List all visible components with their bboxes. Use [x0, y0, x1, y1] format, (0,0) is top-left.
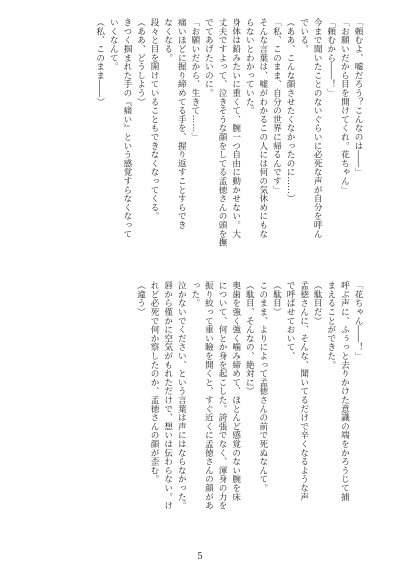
text-line: このまま、よりによって孟徳さんの前で死ぬなんて。 [257, 281, 268, 493]
text-line: 「花ちゃん――！」 [353, 281, 363, 361]
text-line: らないとわかっていた。 [244, 18, 255, 115]
text-line: 「お願いだから目を開けてくれ。花ちゃん」 [339, 18, 350, 194]
text-line: 身体は鉛みたいに重くて、腕一つ自由に動かせない。大 [230, 18, 241, 238]
lower-text-block [44, 281, 364, 535]
text-line: （違う） [135, 281, 146, 317]
text-line: 段々と目を開けていることもできなくなってくる。 [149, 18, 160, 221]
text-line: 唇から僅かに空気がもれただけで、想いは伝わらない。け [162, 281, 173, 510]
text-line: 「私、このまま、自分の世界に帰るんです」 [271, 18, 282, 194]
text-line: （私、このまま――） [94, 18, 105, 106]
text-line: 孟徳さんに、そんな、聞いてるだけで辛くなるような声 [298, 281, 309, 501]
text-line: いくなんて。 [108, 18, 119, 71]
text-line: なくなる。 [162, 18, 173, 62]
text-line: （ああ、どうしよう） [135, 18, 146, 106]
text-line: （駄目、そんなの、絶対に） [244, 281, 255, 396]
text-line: 振り絞って重い瞼を開くと、すぐ近くに孟徳さんの顔があ [203, 281, 214, 510]
text-line: でてあげたいのに。 [203, 18, 214, 98]
text-line: （ああ、こんな顔させたくなかったのに……） [285, 18, 296, 203]
text-line: 丈夫ですよって、泣きそうな顔をしてる孟徳さんの頭を撫 [217, 18, 228, 247]
text-line: 「頼むから――！」 [325, 18, 336, 98]
text-line: 「お願いだから、生きて……」 [189, 18, 200, 142]
text-line: （駄目） [271, 281, 282, 317]
text-line: 泣かないでください、という言葉は声にはならなかった。 [176, 281, 187, 510]
text-line: まえることができた。 [325, 281, 336, 369]
text-line: 痛いほどに握り締めてる手を、握り返すことすらでき [176, 18, 187, 230]
text-line: 呼ぶ声に、ふぅっと去りかけた意識の端をかろうじて捕 [339, 281, 350, 501]
page-number: 5 [197, 552, 203, 562]
text-line: 奥歯を強く強く噛み締めて、ほとんど感覚のない腕を床 [230, 281, 241, 501]
upper-text-block [44, 18, 364, 252]
text-line: れど必死で何か察したのか、孟徳さんの顔が歪む。 [149, 281, 160, 484]
text-line: について、何とか身を起こした。誇張でなく、渾身の力を [217, 281, 228, 510]
text-line: きつく掴まれた手の『痛い』という感覚すらなくなって [121, 18, 132, 238]
text-line: （駄目だ） [312, 281, 323, 325]
text-line: 「頼むよ、嘘だろう？こんなのは――」 [353, 18, 363, 177]
text-line: でいる。 [298, 18, 309, 54]
text-line: った。 [189, 281, 200, 308]
text-line: そんな言葉は、嘘がわかるこの人には何の気休めにもな [257, 18, 268, 238]
text-line: 今まで聞いたことのないぐらいに必死な声が自分を呼ん [312, 18, 323, 238]
text-line: で呼ばせておいて、 [285, 281, 296, 361]
